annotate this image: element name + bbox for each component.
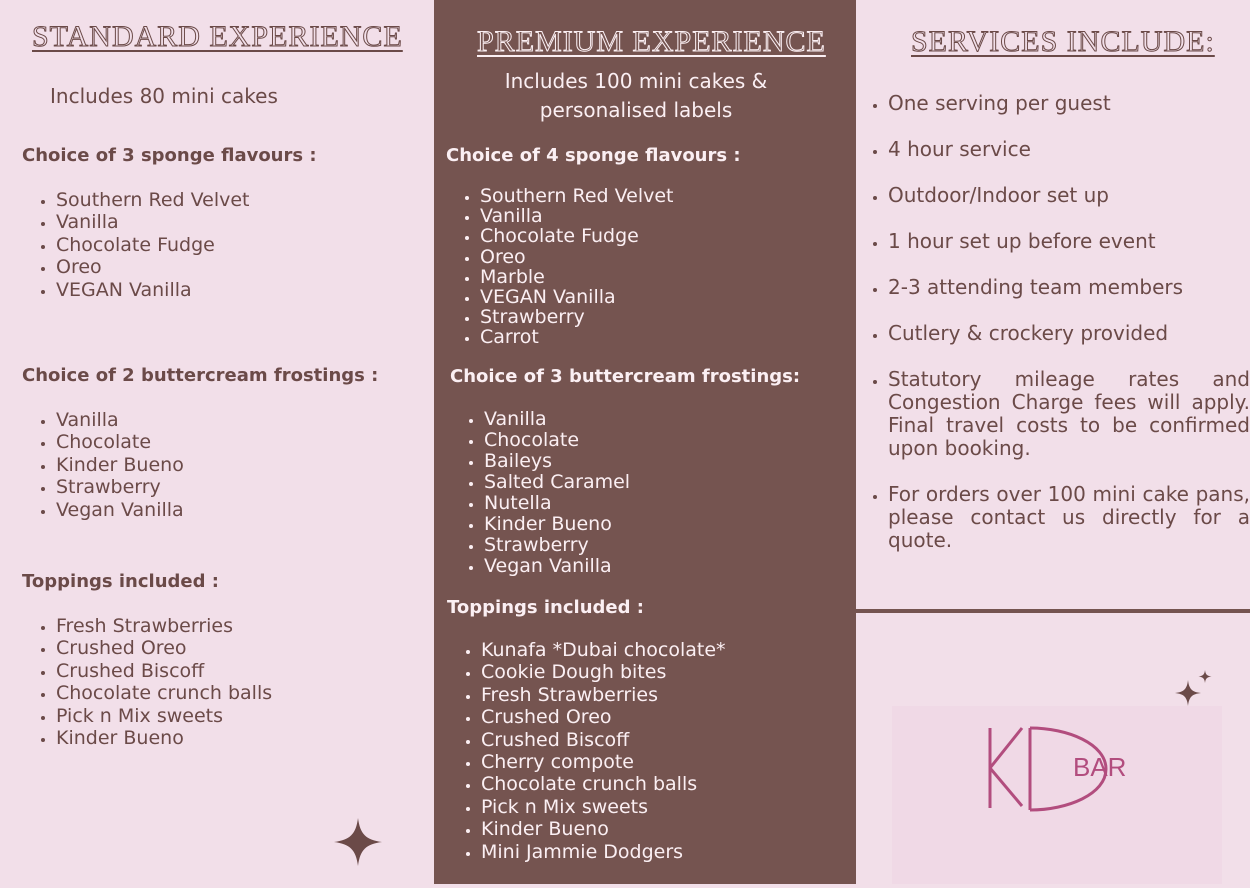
list-item: • Kinder Bueno	[481, 818, 726, 840]
list-item: • Fresh Strawberries	[481, 684, 726, 706]
list-item: • Chocolate crunch balls	[481, 773, 726, 795]
services-list	[866, 92, 1250, 575]
list-item: • Vanilla	[480, 206, 673, 226]
list-item: • Vanilla	[484, 409, 630, 430]
list-item: • Crushed Biscoff	[56, 660, 272, 682]
list-item: • Pick n Mix sweets	[481, 796, 726, 818]
list-item: • Kinder Bueno	[56, 454, 184, 476]
list-item: • Vanilla	[56, 211, 249, 233]
list-item: • Vegan Vanilla	[484, 556, 630, 577]
logo-word: BAR	[1073, 752, 1127, 782]
list-item: • Pick n Mix sweets	[56, 705, 272, 727]
list-item: • One serving per guest	[888, 92, 1250, 115]
list-item: • Crushed Oreo	[481, 706, 726, 728]
list-item: • Strawberry	[484, 535, 630, 556]
list-item: • Vegan Vanilla	[56, 499, 184, 521]
list-item: • Oreo	[56, 256, 249, 278]
standard-title: STANDARD EXPERIENCE	[32, 20, 403, 53]
services-title: SERVICES INCLUDE:	[911, 25, 1215, 58]
list-item: • VEGAN Vanilla	[56, 279, 249, 301]
list-item: • Marble	[480, 267, 673, 287]
premium-subtitle-line1: Includes 100 mini cakes &	[504, 69, 768, 93]
list-item: • Chocolate Fudge	[480, 226, 673, 246]
premium-column	[434, 0, 856, 884]
list-item: • Kinder Bueno	[484, 514, 630, 535]
standard-frosting-list	[34, 409, 184, 521]
premium-title: PREMIUM EXPERIENCE	[477, 25, 826, 58]
list-item: • Chocolate crunch balls	[56, 682, 272, 704]
sparkle-cluster-icon	[1174, 668, 1216, 708]
list-item: • Nutella	[484, 493, 630, 514]
premium-frosting-list	[462, 409, 630, 577]
list-item: • Chocolate	[484, 430, 630, 451]
standard-frosting-title: Choice of 2 buttercream frostings :	[22, 365, 379, 386]
list-item: • VEGAN Vanilla	[480, 287, 673, 307]
list-item: • Southern Red Velvet	[480, 186, 673, 206]
logo-card	[892, 706, 1222, 884]
standard-toppings-title: Toppings included :	[22, 571, 219, 592]
list-item: • Kunafa *Dubai chocolate*	[481, 639, 726, 661]
list-item: • Chocolate Fudge	[56, 234, 249, 256]
premium-toppings-title: Toppings included :	[447, 597, 644, 618]
list-item: • Cookie Dough bites	[481, 661, 726, 683]
standard-toppings-list	[34, 615, 272, 749]
list-item: • Strawberry	[56, 476, 184, 498]
premium-sponge-title: Choice of 4 sponge flavours :	[446, 145, 741, 166]
list-item: • 1 hour set up before event	[888, 230, 1250, 253]
list-item: • Cherry compote	[481, 751, 726, 773]
standard-column	[0, 0, 434, 884]
list-item: • Crushed Oreo	[56, 637, 272, 659]
list-item: • Southern Red Velvet	[56, 189, 249, 211]
list-item: • Fresh Strawberries	[56, 615, 272, 637]
list-item: • For orders over 100 mini cake pans, please contact us directly for a quote.	[888, 483, 1250, 552]
list-item: • Oreo	[480, 247, 673, 267]
list-item: • Carrot	[480, 327, 673, 347]
list-item: • Vanilla	[56, 409, 184, 431]
list-item: • Baileys	[484, 451, 630, 472]
standard-sponge-title: Choice of 3 sponge flavours :	[22, 145, 317, 166]
list-item: • Cutlery & crockery provided	[888, 322, 1250, 345]
section-divider	[856, 609, 1250, 613]
list-item: • 2-3 attending team members	[888, 276, 1250, 299]
list-item: • Mini Jammie Dodgers	[481, 841, 726, 863]
list-item: • Salted Caramel	[484, 472, 630, 493]
premium-frosting-title: Choice of 3 buttercream frostings:	[450, 366, 801, 387]
premium-sponge-list	[458, 186, 673, 348]
list-item: • Chocolate	[56, 431, 184, 453]
list-item: • Outdoor/Indoor set up	[888, 184, 1250, 207]
list-item: • Statutory mileage rates and Congestion Charge fees will apply. Final travel costs to be confirmed upon booking.	[888, 368, 1250, 460]
standard-sponge-list	[34, 189, 249, 301]
kd-bar-logo	[892, 706, 1222, 884]
sparkle-icon	[334, 818, 382, 866]
list-item: • Crushed Biscoff	[481, 729, 726, 751]
standard-subtitle: Includes 80 mini cakes	[50, 84, 278, 108]
list-item: • Kinder Bueno	[56, 727, 272, 749]
list-item: • 4 hour service	[888, 138, 1250, 161]
premium-subtitle-line2: personalised labels	[539, 98, 733, 122]
premium-toppings-list	[459, 639, 726, 863]
list-item: • Strawberry	[480, 307, 673, 327]
